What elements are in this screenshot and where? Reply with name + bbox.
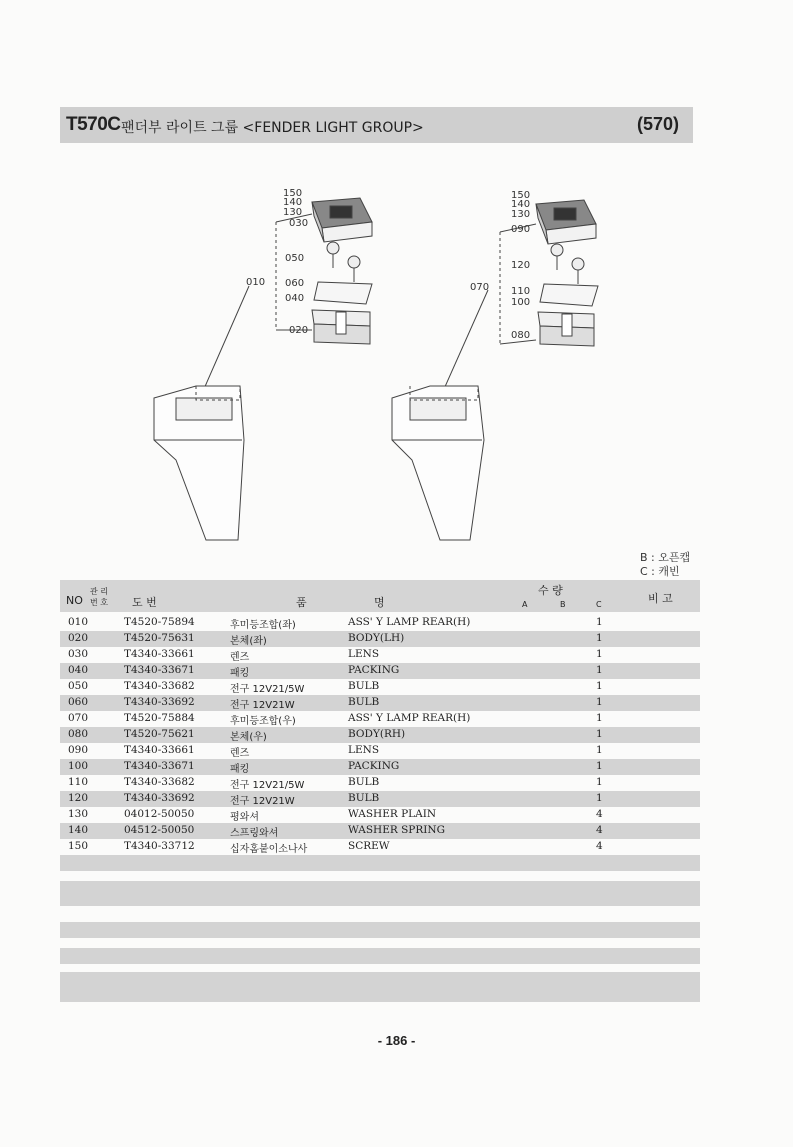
empty-row-band bbox=[60, 922, 700, 938]
row-number: 040 bbox=[68, 664, 89, 676]
part-number: T4520-75884 bbox=[124, 712, 195, 724]
table-row bbox=[60, 823, 700, 839]
callout-label: 150 bbox=[511, 190, 531, 201]
section-number: (570) bbox=[636, 114, 679, 134]
part-name-english: LENS bbox=[348, 744, 380, 756]
part-number: T4340-33661 bbox=[124, 648, 195, 660]
row-number: 020 bbox=[68, 632, 89, 644]
part-name-korean: 렌즈 bbox=[230, 748, 250, 759]
callout-label: 100 bbox=[511, 297, 531, 308]
header-name: 품 bbox=[296, 596, 307, 609]
row-number: 150 bbox=[68, 840, 89, 852]
quantity-c: 1 bbox=[596, 664, 603, 676]
row-number: 050 bbox=[68, 680, 89, 692]
row-number: 070 bbox=[68, 712, 89, 724]
legend-b: B : 오픈캡 bbox=[640, 551, 691, 564]
row-number: 130 bbox=[68, 808, 89, 820]
callout-label: 010 bbox=[246, 277, 266, 288]
part-name-korean: 전구 12V21W bbox=[230, 700, 295, 711]
part-name-english: BODY(LH) bbox=[348, 632, 405, 644]
callout-label: 140 bbox=[283, 197, 303, 208]
part-name-english: BULB bbox=[348, 792, 380, 804]
callout-label: 120 bbox=[511, 260, 531, 271]
part-number: T4340-33712 bbox=[124, 840, 195, 852]
table-row bbox=[60, 631, 700, 647]
table-row bbox=[60, 663, 700, 679]
callout-label: 040 bbox=[285, 293, 305, 304]
table-row bbox=[60, 711, 700, 727]
part-name-english: PACKING bbox=[348, 760, 400, 772]
part-number: T4340-33682 bbox=[124, 776, 195, 788]
table-row bbox=[60, 679, 700, 695]
callout-label: 070 bbox=[470, 282, 490, 293]
header-qty: 수 량 bbox=[538, 584, 563, 597]
part-name-english: PACKING bbox=[348, 664, 400, 676]
part-number: T4520-75621 bbox=[124, 728, 195, 740]
table-row bbox=[60, 615, 700, 631]
left-bulbs bbox=[327, 242, 360, 282]
callout-label: 150 bbox=[283, 188, 303, 199]
callout-label: 020 bbox=[289, 325, 309, 336]
quantity-c: 1 bbox=[596, 712, 603, 724]
part-name-korean: 렌즈 bbox=[230, 652, 250, 663]
header-b: B bbox=[560, 600, 566, 609]
quantity-c: 1 bbox=[596, 680, 603, 692]
part-name-korean: 후미등조합(좌) bbox=[230, 620, 296, 631]
model-code: T570C bbox=[66, 114, 121, 135]
right-lens-assembly bbox=[536, 200, 596, 244]
empty-row-band bbox=[60, 948, 700, 964]
quantity-c: 1 bbox=[596, 696, 603, 708]
quantity-c: 1 bbox=[596, 728, 603, 740]
table-row bbox=[60, 743, 700, 759]
row-number: 100 bbox=[68, 760, 89, 772]
quantity-c: 1 bbox=[596, 744, 603, 756]
part-name-english: ASS' Y LAMP REAR(H) bbox=[348, 712, 471, 724]
callout-label: 130 bbox=[283, 207, 303, 218]
table-row bbox=[60, 759, 700, 775]
row-number: 030 bbox=[68, 648, 89, 660]
row-number: 090 bbox=[68, 744, 89, 756]
header-a: A bbox=[522, 600, 528, 609]
left-packing bbox=[314, 282, 372, 304]
page-number: - 186 - bbox=[377, 1033, 416, 1048]
part-name-korean: 스프링와셔 bbox=[230, 828, 279, 839]
part-name-english: BULB bbox=[348, 680, 380, 692]
part-number: T4340-33692 bbox=[124, 792, 195, 804]
table-header bbox=[60, 580, 700, 612]
callout-label: 050 bbox=[285, 253, 305, 264]
empty-row-band bbox=[60, 892, 700, 906]
left-fender bbox=[154, 386, 244, 540]
empty-row-band bbox=[60, 986, 700, 1002]
row-number: 010 bbox=[68, 616, 89, 628]
row-number: 140 bbox=[68, 824, 89, 836]
part-name-korean: 전구 12V21/5W bbox=[230, 780, 305, 791]
header-mgmt: 관 리 bbox=[90, 587, 108, 596]
part-name-korean: 십자홈붙이소나사 bbox=[230, 844, 308, 855]
part-number: T4340-33682 bbox=[124, 680, 195, 692]
row-number: 080 bbox=[68, 728, 89, 740]
header-mgmt: 번 호 bbox=[90, 598, 108, 607]
part-name-english: BULB bbox=[348, 696, 380, 708]
part-number: 04012-50050 bbox=[124, 808, 195, 820]
quantity-c: 4 bbox=[596, 808, 603, 820]
right-bulbs bbox=[551, 244, 584, 284]
part-name-korean: 본체(우) bbox=[230, 732, 267, 743]
part-name-korean: 패킹 bbox=[230, 764, 250, 775]
part-name-english: BODY(RH) bbox=[348, 728, 406, 740]
part-name-english: WASHER SPRING bbox=[348, 824, 445, 836]
quantity-c: 1 bbox=[596, 792, 603, 804]
quantity-c: 1 bbox=[596, 648, 603, 660]
part-number: T4340-33671 bbox=[124, 760, 195, 772]
table-row bbox=[60, 775, 700, 791]
part-number: T4340-33671 bbox=[124, 664, 195, 676]
table-row bbox=[60, 791, 700, 807]
callout-label: 060 bbox=[285, 278, 305, 289]
part-name-korean: 후미등조합(우) bbox=[230, 716, 296, 727]
header-name: 명 bbox=[374, 596, 385, 609]
header-part-no: 도 번 bbox=[132, 596, 157, 609]
callout-label: 140 bbox=[511, 199, 531, 210]
table-row bbox=[60, 695, 700, 711]
quantity-c: 1 bbox=[596, 616, 603, 628]
table-row bbox=[60, 807, 700, 823]
page-title: 팬더부 라이트 그룹 <FENDER LIGHT GROUP> bbox=[121, 120, 424, 136]
part-name-korean: 평와셔 bbox=[230, 812, 259, 823]
part-number: T4520-75631 bbox=[124, 632, 195, 644]
part-name-korean: 전구 12V21W bbox=[230, 796, 295, 807]
callout-label: 130 bbox=[511, 209, 531, 220]
row-number: 060 bbox=[68, 696, 89, 708]
row-number: 120 bbox=[68, 792, 89, 804]
right-packing bbox=[540, 284, 598, 306]
header-no: NO bbox=[66, 594, 83, 607]
part-name-english: SCREW bbox=[348, 840, 390, 852]
callout-label: 090 bbox=[511, 224, 531, 235]
quantity-c: 1 bbox=[596, 776, 603, 788]
part-name-english: BULB bbox=[348, 776, 380, 788]
left-body bbox=[312, 310, 370, 344]
table-row bbox=[60, 839, 700, 855]
part-number: T4520-75894 bbox=[124, 616, 195, 628]
table-row bbox=[60, 727, 700, 743]
part-number: T4340-33661 bbox=[124, 744, 195, 756]
part-name-english: ASS' Y LAMP REAR(H) bbox=[348, 616, 471, 628]
table-row bbox=[60, 647, 700, 663]
callout-label: 080 bbox=[511, 330, 531, 341]
part-name-korean: 패킹 bbox=[230, 668, 250, 679]
callout-label: 030 bbox=[289, 218, 309, 229]
callout-label: 110 bbox=[511, 286, 531, 297]
quantity-c: 4 bbox=[596, 840, 603, 852]
header-c: C bbox=[596, 600, 602, 609]
left-lens-assembly bbox=[312, 198, 372, 242]
right-body bbox=[538, 312, 594, 346]
part-number: T4340-33692 bbox=[124, 696, 195, 708]
part-number: 04512-50050 bbox=[124, 824, 195, 836]
quantity-c: 4 bbox=[596, 824, 603, 836]
exploded-parts-diagram bbox=[0, 0, 793, 560]
empty-row-band bbox=[60, 855, 700, 871]
part-name-korean: 전구 12V21/5W bbox=[230, 684, 305, 695]
header-remark: 비 고 bbox=[648, 592, 673, 605]
row-number: 110 bbox=[68, 776, 89, 788]
part-name-english: WASHER PLAIN bbox=[348, 808, 437, 820]
quantity-c: 1 bbox=[596, 760, 603, 772]
quantity-c: 1 bbox=[596, 632, 603, 644]
right-fender bbox=[392, 386, 484, 540]
legend-c: C : 캐빈 bbox=[640, 565, 680, 578]
part-name-english: LENS bbox=[348, 648, 380, 660]
part-name-korean: 본체(좌) bbox=[230, 636, 267, 647]
